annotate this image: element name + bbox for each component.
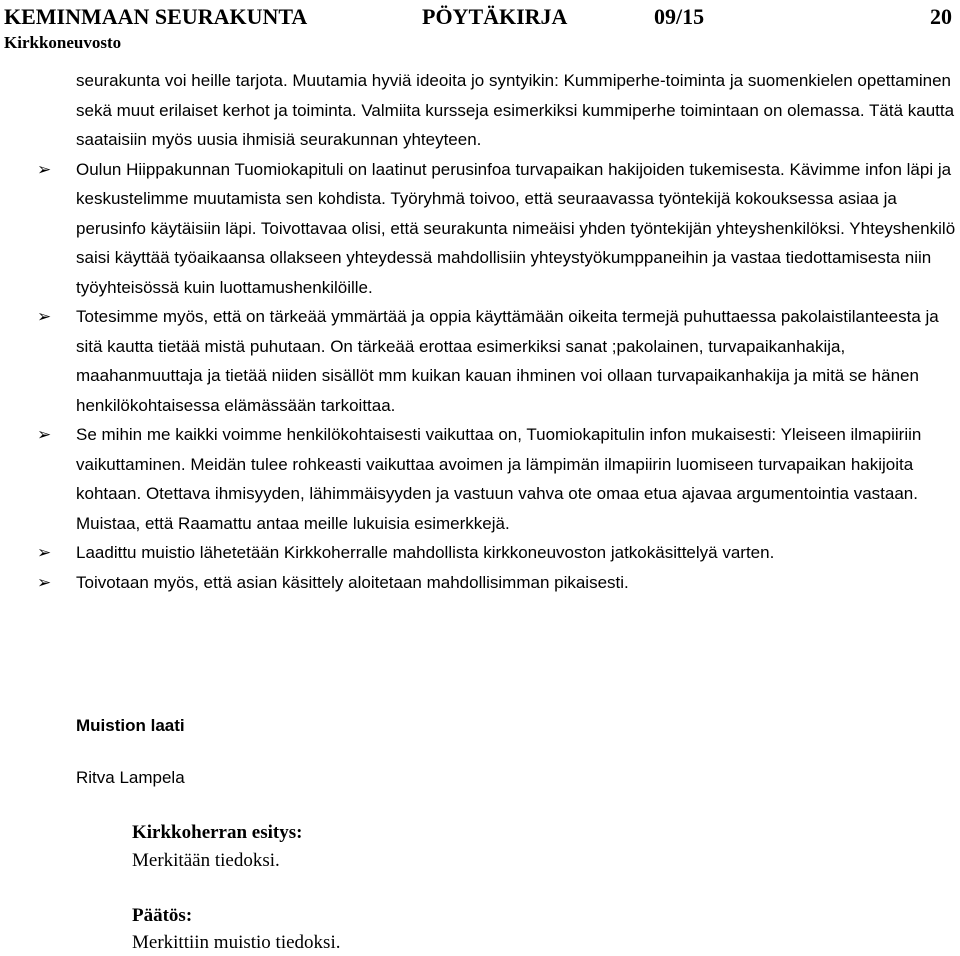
list-item: [37, 420, 956, 538]
continuation-paragraph: seurakunta voi heille tarjota. Muutamia hyviä ideoita jo syntyikin: Kummiperhe-toiminta ja suomenkielen opettaminen sekä muut erilaiset kerhot ja toiminta. Valmiita kursseja esimerkiksi kummiperhe toimintaan on olemassa. Tätä kautta saataisiin myös uusia ihmisiä seurakunnan yhteyteen.: [76, 71, 955, 149]
arrow-bullet-icon: ➢: [37, 159, 52, 179]
proposal-text: Merkitään tiedoksi.: [132, 850, 280, 871]
list-item-text: Laadittu muistio lähetetään Kirkkoherralle mahdollista kirkkoneuvoston jatkokäsittelyä varten.: [76, 543, 775, 562]
page-header: [4, 4, 954, 54]
decision-text: Merkittiin muistio tiedoksi.: [132, 932, 341, 953]
memo-label: Muistion laati: [76, 716, 185, 735]
arrow-bullet-icon: ➢: [37, 307, 52, 326]
list-item-text: Totesimme myös, että on tärkeää ymmärtää ja oppia käyttämään oikeita termejä puhuttaessa pakolaistilanteesta ja sitä kautta tietää mistä puhutaan. On tärkeää erottaa esimerkiksi sanat ;pakolainen, turvapaikanhakija, maahanmuuttaja ja tietää niiden sisällöt mm kuikan kauan ihminen voi ollaan turvapaikanhakija ja mitä se hänen henkilökohtaisessa elämässään tarkoittaa.: [76, 307, 939, 415]
list-item-text: Se mihin me kaikki voimme henkilökohtaisesti vaikuttaa on, Tuomiokapitulin infon mukaisesti: Yleiseen ilmapiiriin vaikuttaminen. Meidän tulee rohkeasti vaikuttaa avoimen ja lämpimän ilmapiirin luomiseen turvapaikan hakijoita kohtaan. Otettava ihmisyyden, lähimmäisyyden ja vastuun vahva ote omaa etua ajavaa argumentointia vastaan. Muistaa, että Raamattu antaa meille lukuisia esimerkkejä.: [76, 425, 922, 533]
proposal-heading: Kirkkoherran esitys:: [132, 822, 303, 843]
list-item: [37, 302, 956, 420]
arrow-bullet-icon: ➢: [37, 543, 52, 562]
decision-heading: Päätös:: [132, 905, 193, 926]
list-item-text: Oulun Hiippakunnan Tuomiokapituli on laatinut perusinfoa turvapaikan hakijoiden tukemisesta. Kävimme infon läpi ja keskustelimme muutamista sen kohdista. Työryhmä toivoo, että seuraavassa työntekijä kokouksessa asiaa ja perusinfo käytäisiin läpi. Toivottavaa olisi, että seurakunta nimeäisi yhden työntekijän yhteyshenkilöksi. Yhteyshenkilö saisi käyttää työaikaansa ollakseen yhteydessä mahdollisiin yhteystyökumppaneihin ja vastaa tiedottamisesta niin työyhteisössä kuin luottamushenkilöille.: [76, 159, 956, 297]
organization-name: KEMINMAAN SEURAKUNTA: [4, 4, 308, 29]
memo-author: Ritva Lampela: [76, 768, 185, 787]
list-item-text: Toivotaan myös, että asian käsittely aloitetaan mahdollisimman pikaisesti.: [76, 572, 629, 592]
list-item: [37, 568, 956, 598]
minutes-number: 09/15: [654, 4, 705, 29]
list-item: [37, 538, 956, 568]
document-type: PÖYTÄKIRJA: [422, 4, 568, 29]
governing-body: Kirkkoneuvosto: [4, 33, 122, 52]
arrow-bullet-icon: ➢: [37, 425, 52, 444]
document-body: [37, 66, 956, 597]
page-number: 20: [930, 4, 952, 29]
arrow-bullet-icon: ➢: [37, 572, 52, 592]
list-item: [37, 155, 956, 303]
